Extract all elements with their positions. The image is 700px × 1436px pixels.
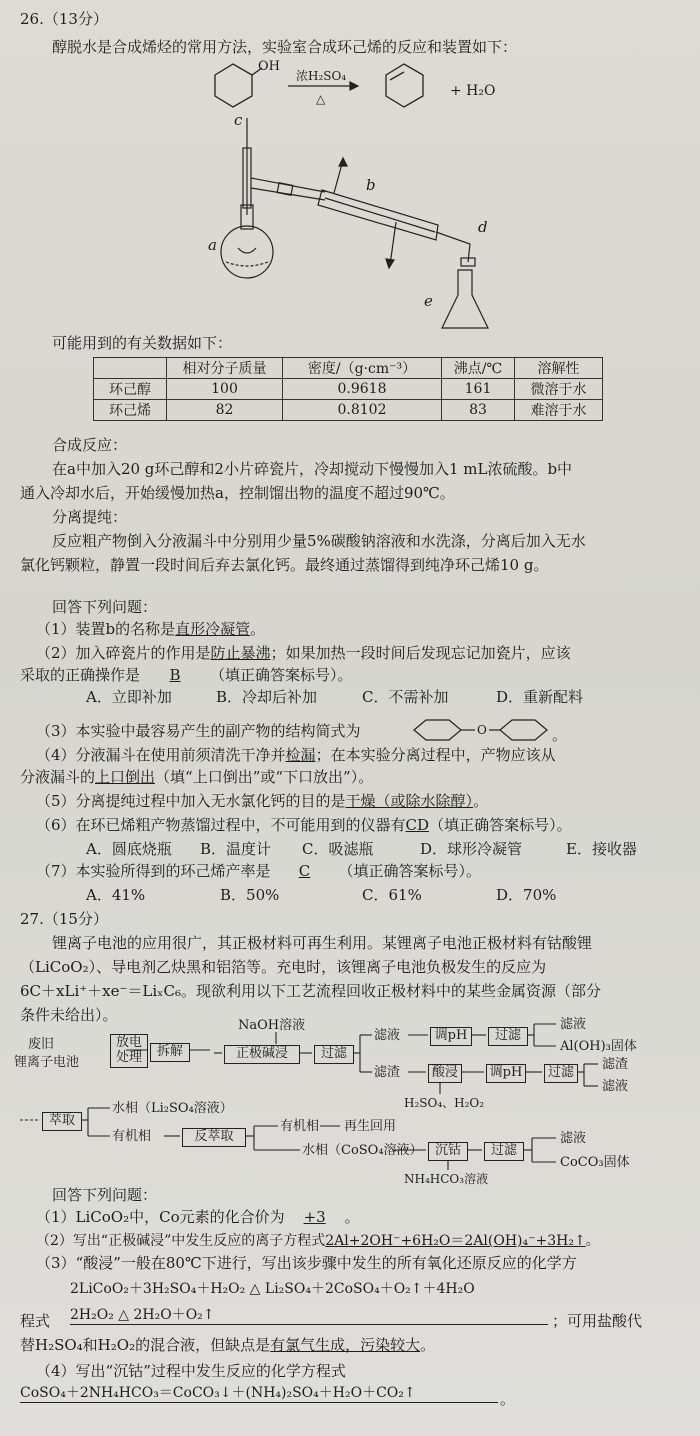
flow-adjust-ph-box-2: 调pH: [486, 1064, 526, 1083]
question-text: （2）写出“正极碱浸”中发生反应的离子方程式: [36, 1233, 326, 1249]
flow-acid-reagents: H₂SO₄、H₂O₂: [404, 1096, 485, 1110]
question-text: ；在本实验分离过程中，产物应该从: [315, 746, 556, 764]
flow-adjust-ph-box-1: 调pH: [430, 1027, 472, 1046]
flow-cobalt-precip-box: 沉钴: [428, 1142, 468, 1161]
table-cell: 难溶于水: [515, 400, 603, 421]
answer: CD: [405, 816, 430, 834]
question-text: （填正确答案标号）。: [210, 666, 353, 684]
question-3-end: 。: [552, 726, 568, 744]
question-text: （1）装置b的名称是: [36, 620, 176, 638]
flow-organic-phase-1: 有机相: [112, 1129, 152, 1144]
table-header: 相对分子质量: [167, 358, 283, 379]
question-27-1: [36, 1208, 360, 1226]
table-cell: 0.9618: [283, 379, 442, 400]
flow-aloh-solid: Al(OH)₃固体: [560, 1039, 637, 1054]
q7-option-d: D．70%: [496, 886, 557, 904]
flow-acid-leach-box: 酸浸: [428, 1064, 462, 1083]
question-27-3-label: 程式: [20, 1312, 51, 1330]
q2-option-c: C．不需补加: [362, 688, 449, 706]
flow-alkali-leach-box: 正极碱浸: [224, 1045, 300, 1064]
q6-option-e: E．接收器: [566, 840, 637, 858]
flow-naoh-label: NaOH溶液: [238, 1018, 306, 1033]
question-text: ；如果加热一段时间后发现忘记加瓷片，应该: [270, 644, 571, 662]
q2-option-b: B．冷却后补加: [216, 688, 318, 706]
flow-filter-box-2: 过滤: [488, 1027, 528, 1046]
question-text: 替H₂SO₄和H₂O₂的混合液，但缺点是: [20, 1336, 271, 1354]
flow-residue-1: 滤渣: [374, 1065, 401, 1080]
reaction-condition-top: 浓H₂SO₄: [296, 69, 347, 83]
flow-aqueous-phase-co: 水相（CoSO₄溶液）: [302, 1143, 423, 1158]
flow-back-extraction-box: 反萃取: [182, 1128, 246, 1147]
question-text: （填正确答案标号）。: [429, 816, 572, 834]
table-cell: 83: [442, 400, 515, 421]
flow-organic-phase-2: 有机相: [280, 1119, 320, 1134]
apparatus-label-d: d: [478, 218, 488, 236]
answer-27-3-eq1: 2LiCoO₂＋3H₂SO₄＋H₂O₂ △ Li₂SO₄＋2CoSO₄＋O₂↑＋4H₂O: [70, 1281, 475, 1297]
question-text: （5）分离提纯过程中加入无水氯化钙的目的是: [36, 792, 346, 810]
answer: +3: [303, 1208, 326, 1226]
flow-disassemble-box: 拆解: [150, 1043, 190, 1062]
answer-prompt-26: 回答下列问题：: [52, 598, 158, 616]
separation-line-2: 氯化钙颗粒，静置一段时间后弃去氯化钙。最终通过蒸馏得到纯净环己烯10 g。: [20, 556, 549, 574]
apparatus-label-c: c: [234, 111, 243, 129]
table-cell: 环己醇: [94, 379, 167, 400]
answer: 2Al+2OH⁻+6H₂O＝2Al(OH)₄⁻+3H₂↑: [325, 1233, 586, 1249]
flow-filtrate-3: 滤液: [602, 1079, 629, 1094]
answer-27-4-eq: CoSO₄＋2NH₄HCO₃＝CoCO₃↓＋(NH₄)₂SO₄＋H₂O＋CO₂↑: [20, 1384, 498, 1403]
answer: 检漏: [285, 746, 316, 764]
question-27-4: （4）写出“沉钴”过程中发生反应的化学方程式: [36, 1362, 346, 1380]
separation-line-1: 反应粗产物倒入分液漏斗中分别用少量5%碳酸钠溶液和水洗涤，分离后加入无水: [52, 532, 586, 550]
hydroxyl-label: OH: [258, 59, 280, 74]
q26-intro: 醇脱水是合成烯烃的常用方法，实验室合成环己烯的反应和装置如下：: [52, 38, 518, 56]
answer-prompt-27: 回答下列问题：: [52, 1186, 158, 1204]
q7-option-a: A．41%: [86, 886, 146, 904]
question-text: 。: [344, 1208, 360, 1226]
synthesis-title: 合成反应：: [52, 436, 128, 454]
q6-option-b: B．温度计: [200, 840, 272, 858]
answer: B: [169, 666, 181, 684]
q27-para-2: （LiCoO₂）、导电剂乙炔黑和铝箔等。充电时，该锂离子电池负极发生的反应为: [20, 958, 547, 976]
question-text: 。: [250, 620, 266, 638]
question-text: （4）分液漏斗在使用前须清洗干净并: [36, 746, 286, 764]
apparatus-label-e: e: [424, 292, 433, 310]
flow-source-line-2: 锂离子电池: [14, 1055, 80, 1070]
flow-aqueous-phase-li: 水相（Li₂SO₄溶液）: [112, 1101, 233, 1116]
ether-oxygen: O: [477, 723, 487, 737]
q26-heading: 26.（13分）: [20, 10, 108, 28]
flow-source-line-1: 废旧: [28, 1037, 55, 1052]
flow-reuse-label: 再生回用: [344, 1119, 397, 1134]
flow-filter-box-3: 过滤: [544, 1064, 578, 1083]
answer: 干燥（或除水除醇）: [345, 792, 474, 810]
table-cell: 0.8102: [283, 400, 442, 421]
apparatus-label-b: b: [366, 176, 376, 194]
reaction-water: + H₂O: [450, 83, 496, 99]
data-intro: 可能用到的有关数据如下：: [52, 334, 233, 352]
q6-option-d: D．球形冷凝管: [420, 840, 523, 858]
flow-nh4hco3-label: NH₄HCO₃溶液: [404, 1172, 489, 1186]
q7-option-b: B．50%: [220, 886, 280, 904]
table-cell: 微溶于水: [515, 379, 603, 400]
question-27-4-end: 。: [500, 1390, 516, 1408]
flow-filtrate-2: 滤液: [560, 1017, 587, 1032]
question-text: 。: [420, 1336, 436, 1354]
question-text: 采取的正确操作是: [20, 666, 141, 684]
q2-option-d: D．重新配料: [496, 688, 584, 706]
table-cell: 161: [442, 379, 515, 400]
synthesis-line-1: 在a中加入20 g环己醇和2小片碎瓷片，冷却搅动下慢慢加入1 mL浓硫酸。b中: [52, 460, 573, 478]
flow-filtrate-1: 滤液: [374, 1028, 401, 1043]
question-27-3: （3）“酸浸”一般在80℃下进行，写出该步骤中发生的所有氧化还原反应的化学方: [36, 1254, 577, 1272]
question-27-2: [36, 1232, 600, 1250]
question-text: 。: [473, 792, 489, 810]
flow-coco3-solid: CoCO₃固体: [560, 1155, 630, 1170]
question-text: （6）在环已烯粗产物蒸馏过程中，不可能用到的仪器有: [36, 816, 406, 834]
q27-para-3: 6C＋xLi⁺＋xe⁻＝LiₓC₆。现欲利用以下工艺流程回收正极材料中的某些金属资源（部分: [20, 982, 602, 1000]
flow-extraction-box: 萃取: [42, 1112, 82, 1131]
question-3: （3）本实验中最容易产生的副产物的结构简式为: [36, 722, 361, 740]
question-27-3-cont: ；可用盐酸代: [552, 1312, 643, 1330]
q6-option-a: A．圆底烧瓶: [86, 840, 172, 858]
question-27-3-drawback: [20, 1336, 435, 1354]
q6-option-c: C．吸滤瓶: [302, 840, 374, 858]
flow-filter-box-4: 过滤: [484, 1142, 524, 1161]
flow-residue-2: 滤渣: [602, 1057, 629, 1072]
question-text: （7）本实验所得到的环己烯产率是: [36, 862, 271, 880]
question-text: （填正确答案标号）。: [338, 862, 482, 880]
answer: C: [298, 862, 311, 880]
synthesis-line-2: 通入冷却水后，开始缓慢加热a，控制馏出物的温度不超过90℃。: [20, 484, 455, 502]
table-cell: 82: [167, 400, 283, 421]
question-text: 分液漏斗的: [20, 768, 96, 786]
question-text: （1）LiCoO₂中，Co元素的化合价为: [36, 1208, 285, 1226]
flow-discharge-box: 放电 处理: [110, 1034, 148, 1068]
q2-option-a: A．立即补加: [86, 688, 172, 706]
reaction-condition-heat: △: [316, 92, 326, 106]
answer: 直形冷凝管: [175, 620, 251, 638]
table-header: 密度/（g·cm⁻³）: [283, 358, 442, 379]
q27-para-1: 锂离子电池的应用很广，其正极材料可再生利用。某锂离子电池正极材料有钴酸锂: [52, 934, 593, 952]
answer-27-3-eq2: 2H₂O₂ △ 2H₂O＋O₂↑: [70, 1306, 548, 1325]
question-text: （2）加入碎瓷片的作用是: [36, 644, 211, 662]
question-text: 。: [585, 1233, 600, 1249]
q7-option-c: C．61%: [362, 886, 422, 904]
apparatus-label-a: a: [208, 236, 217, 254]
flow-filtrate-4: 滤液: [560, 1131, 587, 1146]
q27-heading: 27.（15分）: [20, 910, 108, 928]
question-text: （填“上口倒出”或“下口放出”）。: [155, 768, 374, 786]
table-header: 溶解性: [515, 358, 603, 379]
answer: 防止暴沸: [210, 644, 271, 662]
flow-filter-box-1: 过滤: [314, 1045, 354, 1064]
separation-title: 分离提纯：: [52, 508, 128, 526]
answer: 有氯气生成，污染较大: [270, 1336, 421, 1354]
table-cell: 环己烯: [94, 400, 167, 421]
table-header: 沸点/℃: [442, 358, 515, 379]
table-cell: 100: [167, 379, 283, 400]
q27-para-4: 条件未给出）。: [20, 1006, 118, 1024]
answer: 上口倒出: [95, 768, 156, 786]
